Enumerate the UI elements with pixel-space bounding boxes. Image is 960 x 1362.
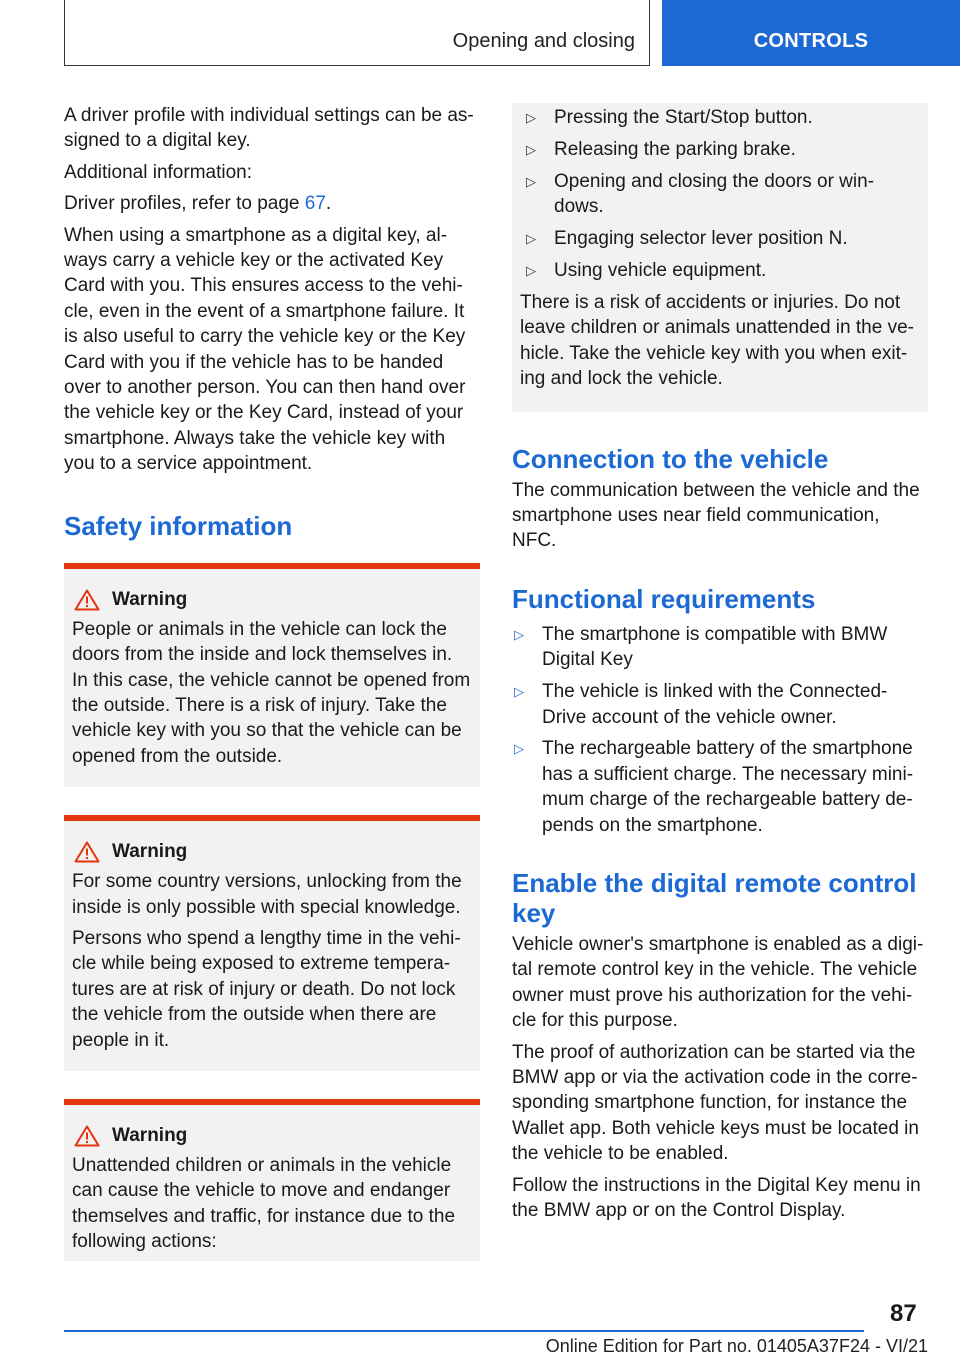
warning-header [72,1125,472,1147]
footer-divider [64,1330,864,1332]
warning-continuation-box [512,103,928,412]
connection-heading: Connection to the vehicle [512,443,829,474]
warning-box [64,815,480,1071]
warning-header [72,589,472,611]
list-item-text: Pressing the Start/Stop button. [554,107,813,128]
header-section-box [64,0,650,66]
warning-title: Warning [112,588,188,610]
page-reference-text: Driver profiles, refer to page [64,193,305,215]
warning-title: Warning [112,841,188,863]
header-chapter-tab[interactable] [662,0,960,66]
list-item [512,679,928,730]
triangle-bullet-icon: ▷ [526,141,536,157]
functional-requirements-heading: Functional requirements [512,583,816,614]
triangle-bullet-icon: ▷ [526,263,536,279]
warning-text: People or animals in the vehicle can lock the doors from the inside and lock themselves in. In this case, the vehicle cannot be opened from the outside. There is a risk of injury. Take the vehicle key with you so that the vehicle can be opened from the outside. [72,618,471,767]
warning-text: Unattended children or animals in the vehicle can cause the vehicle to move and endanger themselves and traffic, for instance due to the following actions: [72,1154,456,1253]
list-item [520,226,920,251]
list-item [512,736,928,838]
list-item [520,258,920,283]
warning-triangle-icon [74,841,100,863]
list-item-text: Using vehicle equipment. [554,260,767,282]
list-item-text: The smartphone is compatible with BMW Digital Key [542,623,888,671]
list-item-text: Engaging selector lever position N. [554,228,848,250]
triangle-bullet-icon: ▷ [526,231,536,247]
intro-paragraph: A driver profile with individual settings can be as-signed to a digital key. [64,105,474,152]
additional-info-label: Additional information: [64,161,252,183]
warning-header [72,841,472,863]
page-reference [64,191,480,216]
page-number: 87 [890,1300,917,1327]
list-item-text: Releasing the parking brake. [554,138,796,160]
right-column [512,103,928,1230]
triangle-bullet-icon: ▷ [514,684,524,700]
footer-edition: Online Edition for Part no. 01405A37F24 - VI/21 [545,1336,928,1356]
warning-box [64,563,480,787]
list-item [512,622,928,673]
page-reference-link[interactable]: 67 [304,193,326,215]
warning-text: Persons who spend a lengthy time in the vehi-cle while being exposed to extreme tempera-tures are at risk of injury or death. Do not lock the vehicle from the outside when there are people in it. [72,927,461,1051]
enable-paragraph: Follow the instructions in the Digital Key menu in the BMW app or on the Control Display. [512,1174,921,1222]
triangle-bullet-icon: ▷ [526,173,536,189]
triangle-bullet-icon: ▷ [514,626,524,642]
list-item-text: The rechargeable battery of the smartphone has a sufficient charge. The necessary mini-mum charge of the rechargeable battery de-pends on the smartphone. [542,738,914,836]
warning-triangle-icon [74,589,100,611]
smartphone-key-paragraph: When using a smartphone as a digital key, al-ways carry a vehicle key or the activated Key Card with you. This ensures access to the vehi-cle, even in the event of a smartphone failure. It is also useful to carry the vehicle key or the Key Card with you if the vehicle has to be handed over to another person. You can then hand over the vehicle key or the Key Card, instead of your smartphone. Always take the vehicle key with you to a service appointment. [64,224,466,475]
requirements-list [512,622,928,838]
warning-title: Warning [112,1124,188,1146]
enable-paragraph: Vehicle owner's smartphone is enabled as a digi-tal remote control key in the vehicle. The vehicle owner must prove his authorization for the vehi-cle for this purpose. [512,934,924,1032]
enable-paragraph: The proof of authorization can be started via the BMW app or via the activation code in the corre-sponding smartphone function, for instance the Wallet app. Both vehicle keys must be located in the vehicle to be enabled. [512,1041,919,1165]
warning-box [64,1099,480,1261]
header-section-title: Opening and closing [452,30,635,52]
connection-text: The communication between the vehicle and the smartphone uses near field communication, NFC. [512,479,920,552]
warning-text: For some country versions, unlocking from the inside is only possible with special knowledge. [72,871,462,918]
triangle-bullet-icon: ▷ [526,110,536,125]
header-chapter-label: CONTROLS [753,30,869,52]
safety-information-heading: Safety information [64,510,293,541]
left-column [64,103,480,1275]
enable-key-heading: Enable the digital remote control key [512,868,917,929]
triangle-bullet-icon: ▷ [514,741,524,757]
list-item-text: The vehicle is linked with the Connected-Drive account of the vehicle owner. [542,681,888,728]
list-item [520,169,920,220]
list-item [520,105,920,130]
list-item-text: Opening and closing the doors or win-dows. [554,170,875,218]
warning-triangle-icon [74,1125,100,1147]
list-item [520,137,920,162]
risk-text: There is a risk of accidents or injuries. Do not leave children or animals unattended in the ve-hicle. Take the vehicle key with you when exit-ing and lock the vehicle. [520,291,914,390]
page-reference-suffix: . [325,193,332,215]
actions-list [520,105,920,283]
